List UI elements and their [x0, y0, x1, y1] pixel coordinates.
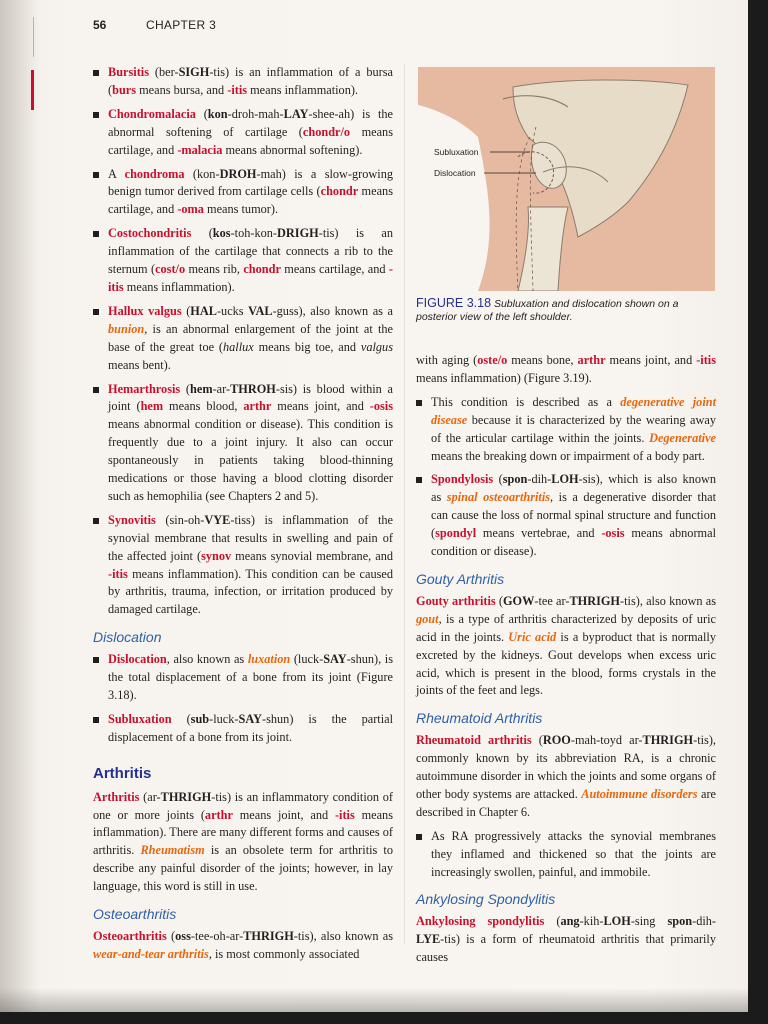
text-run: means abnormal softening).	[222, 142, 363, 157]
text-run: means bent).	[108, 357, 171, 372]
label-subluxation: Subluxation	[434, 147, 479, 157]
term: Subluxation	[108, 711, 172, 726]
text-run: LYE	[416, 932, 441, 947]
text-run: -ucks	[216, 303, 249, 318]
text-run: means inflammation).	[247, 82, 359, 97]
text-run: -toh-kon-	[230, 226, 278, 241]
paragraph-osteo-continued	[416, 352, 716, 388]
text-run: means big toe, and	[253, 339, 361, 354]
paragraph-ankylosing	[416, 913, 716, 967]
term: arthr	[577, 353, 606, 367]
text-run: -droh-mah-	[227, 106, 284, 121]
list-item	[416, 394, 716, 466]
text-run: (sin-oh-	[155, 512, 205, 527]
text-run: -tis), also known as	[620, 593, 716, 608]
text-run: means inflammation) (Figure 3.19).	[416, 370, 592, 385]
text-run: hallux	[222, 339, 254, 354]
text-run: -tis), also known as	[293, 928, 393, 943]
text-run: THRIGH	[243, 928, 294, 943]
page-bottom-shadow	[0, 988, 748, 1012]
keyword: Rheumatism	[140, 843, 205, 858]
keyword: wear-and-tear arthritis	[93, 946, 209, 961]
text-run: (	[493, 472, 503, 487]
text-run: (ber-	[149, 65, 179, 79]
text-run: SAY	[238, 711, 262, 726]
term: Arthritis	[93, 789, 140, 804]
text-run: is a byproduct that is normally excreted by the kidneys. Gout develops when excess uric acid, which is present in the blood, forms crystals in the joints of the feet and legs.	[416, 629, 716, 698]
list-item	[416, 828, 716, 882]
keyword: luxation	[247, 652, 291, 667]
text-run: means blood,	[163, 399, 244, 414]
text-run: means cartilage, and	[108, 124, 393, 157]
term: Ankylosing spondylitis	[416, 914, 545, 929]
text-run: -tis) is an inflammation of the cartilage that connects a rib to the sternum (	[108, 226, 394, 277]
margin-mark	[31, 70, 34, 110]
text-run: LOH	[551, 472, 579, 487]
text-run: -shun) is the partial displacement of a bone from its joint.	[108, 711, 394, 744]
paragraph-osteoarthritis	[93, 928, 393, 964]
osteo-list	[416, 394, 716, 561]
keyword: Uric acid	[508, 629, 557, 644]
list-item	[93, 64, 393, 100]
term: chondr/o	[302, 124, 351, 139]
chapter-label: CHAPTER 3	[146, 18, 217, 32]
list-item	[93, 381, 393, 506]
term: Dislocation	[108, 652, 167, 667]
text-run: -sing	[630, 914, 668, 929]
text-run: means bursa, and	[136, 82, 228, 97]
text-run: -guss), also known as a	[272, 303, 393, 318]
text-run: ang	[560, 914, 580, 929]
text-run: -tis) is an inflammatory condition of one or more joints (	[93, 789, 393, 822]
term-list	[93, 64, 393, 619]
section-heading-arthritis: Arthritis	[93, 764, 152, 782]
text-run: with aging (	[416, 353, 478, 367]
text-run: SAY	[323, 652, 347, 667]
list-item	[93, 651, 393, 705]
text-run: means abnormal condition or disease).	[431, 526, 716, 559]
section-heading-osteoarthritis: Osteoarthritis	[93, 906, 177, 923]
term: Synovitis	[108, 512, 156, 527]
text-run: -sis), which is also known as	[431, 472, 716, 505]
text-run: means inflammation). This condition can be caused by arthritis, trauma, infection, or irritation produced by damaged cartilage.	[108, 566, 393, 617]
text-run: means cartilage, and	[108, 184, 393, 217]
text-run: -ar-	[212, 381, 231, 396]
text-run: means abnormal condition or disease). This condition is frequently due to a joint injury. It also can occur spontaneously in patients taking blood-thinning medications or those having a blood clotting disorder such as hemophilia (see Chapters 2 and 5).	[108, 417, 393, 503]
keyword: degenerative joint disease	[431, 394, 716, 427]
shoulder-illustration	[418, 67, 715, 291]
term: synov	[201, 548, 232, 563]
text-run: hem	[190, 381, 213, 396]
text-run: , is most commonly associated	[208, 946, 360, 961]
term: arthr	[243, 399, 272, 414]
term: Spondylosis	[431, 472, 494, 487]
section-heading-gouty: Gouty Arthritis	[416, 570, 505, 587]
text-run: VYE	[204, 512, 231, 527]
term: Hemarthrosis	[108, 381, 181, 396]
paragraph-arthritis	[93, 789, 393, 896]
section-heading-ankylosing: Ankylosing Spondylitis	[416, 891, 556, 908]
text-run: -dih-	[692, 914, 717, 929]
term: Hallux valgus	[108, 303, 182, 318]
text-run: (	[191, 226, 213, 241]
text-run: -shee-ah) is the abnormal softening of cartilage (	[108, 106, 393, 139]
text-run: means rib,	[185, 262, 244, 277]
text-run: This condition is described as a	[431, 394, 621, 409]
text-run: (ar-	[139, 789, 161, 804]
paragraph-gouty	[416, 593, 716, 700]
text-run: -sis) is blood within a joint (	[108, 381, 394, 414]
text-run: DROH	[219, 166, 257, 181]
text-run: is an obsolete term for arthritis to describe any painful disorder of the joints; however, in lay language, this word is still in use.	[93, 843, 393, 894]
text-run: -kih-	[579, 914, 604, 929]
paragraph-ra	[416, 732, 716, 822]
text-run: , also known as	[166, 652, 248, 667]
keyword: Autoimmune disorders	[581, 786, 698, 801]
text-run: valgus	[360, 339, 393, 354]
text-run: A	[108, 166, 125, 181]
term: -osis	[369, 399, 394, 414]
list-item	[93, 166, 393, 220]
section-heading-ra: Rheumatoid Arthritis	[416, 710, 543, 727]
ra-list	[416, 828, 716, 882]
term: -malacia	[177, 142, 223, 157]
text-run: THRIGH	[160, 789, 212, 804]
text-run: (	[544, 914, 561, 929]
text-run: (	[180, 381, 191, 396]
term: chondr	[320, 184, 359, 199]
binding-shadow	[0, 0, 40, 1012]
text-run: means bone,	[507, 353, 578, 367]
text-run: means tumor).	[203, 202, 279, 217]
text-run: HAL	[190, 303, 217, 318]
text-run: ROO	[542, 733, 571, 748]
text-run: (	[195, 106, 208, 121]
text-run: are described in Chapter 6.	[416, 786, 716, 819]
text-run: -tiss) is inflammation of the synovial membrane that results in swelling and pain of the affected joint (	[108, 512, 393, 563]
term: chondr	[243, 262, 281, 277]
header-rule	[33, 17, 34, 57]
text-run: kos	[212, 226, 231, 241]
figure-caption	[416, 297, 716, 324]
term: arthr	[204, 807, 233, 822]
text-run: because it is characterized by the wearing away of the articular cartilage within the joints.	[431, 412, 716, 445]
text-run: means vertebrae, and	[476, 526, 602, 541]
term: Chondromalacia	[108, 106, 196, 121]
text-run: (	[495, 593, 503, 608]
list-item	[93, 106, 393, 160]
keyword: spinal osteoarthritis	[446, 490, 551, 505]
term: oste/o	[477, 353, 508, 367]
column-divider	[404, 64, 405, 944]
term: Bursitis	[108, 65, 149, 79]
term: -itis	[108, 262, 393, 294]
term: -itis	[696, 353, 716, 367]
list-item	[416, 471, 716, 561]
text-run: DRIGH	[277, 226, 319, 241]
text-run: (kon-	[184, 166, 220, 181]
text-run: LAY	[283, 106, 309, 121]
text-run: -tis), commonly known by its abbreviation RA, is a chronic autoimmune disorder in which the joints and some organs of other body systems are attacked.	[416, 733, 716, 801]
figure-caption-text: Subluxation and dislocation shown on a posterior view of the left shoulder.	[416, 298, 679, 323]
list-item	[93, 512, 393, 619]
text-run: means joint, and	[605, 353, 697, 367]
figure-number: FIGURE 3.18	[416, 296, 492, 310]
text-run: VAL	[248, 303, 273, 318]
text-run: LOH	[603, 914, 631, 929]
text-run: , is a degenerative disorder that can cause the loss of normal spinal structure and function (	[431, 490, 716, 541]
term: -itis	[334, 807, 355, 822]
term: Costochondritis	[108, 226, 192, 241]
text-run: means joint, and	[232, 807, 335, 822]
keyword: Degenerative	[649, 430, 716, 445]
text-run: -mah) is a slow-growing benign tumor derived from cartilage cells (	[108, 166, 393, 199]
text-run: oss	[175, 928, 191, 943]
text-run: (luck-	[290, 652, 324, 667]
text-run: -luck-	[209, 711, 239, 726]
keyword: bunion	[108, 321, 145, 336]
list-item	[93, 303, 393, 375]
text-run: (	[171, 711, 191, 726]
text-run: , is an abnormal enlargement of the joint at the base of the great toe (	[108, 321, 393, 354]
text-run: means cartilage, and	[280, 262, 389, 277]
term: Rheumatoid arthritis	[416, 733, 532, 748]
text-run: means joint, and	[271, 399, 370, 414]
dislocation-list	[93, 651, 393, 747]
label-dislocation: Dislocation	[434, 168, 476, 178]
text-run: -tis) is a form of rheumatoid arthritis that primarily causes	[416, 932, 716, 965]
text-run: , is a type of arthritis characterized by deposits of uric acid in the joints.	[416, 611, 716, 644]
text-run: (	[531, 733, 543, 748]
term: -itis	[227, 82, 248, 97]
section-heading-dislocation: Dislocation	[93, 629, 162, 646]
text-run: spon	[502, 472, 528, 487]
text-run: (	[166, 928, 176, 943]
term: -osis	[601, 526, 625, 541]
term: hem	[140, 399, 164, 414]
text-run: -tee ar-	[534, 593, 570, 608]
term: spondyl	[435, 526, 477, 541]
term: -oma	[177, 202, 204, 217]
text-run: THRIGH	[569, 593, 621, 608]
term: Gouty arthritis	[416, 593, 496, 608]
text-run: -tee-oh-ar-	[190, 928, 244, 943]
text-run: spon	[667, 914, 693, 929]
text-run: GOW	[502, 593, 535, 608]
text-run: (	[181, 303, 191, 318]
text-run: SIGH	[178, 65, 210, 79]
text-run: -mah-toyd ar-	[570, 733, 643, 748]
list-item	[93, 711, 393, 747]
text-run: THROH	[230, 381, 276, 396]
text-run: means synovial membrane, and	[231, 548, 393, 563]
text-run: sub	[190, 711, 210, 726]
text-run: kon	[207, 106, 228, 121]
term: cost/o	[155, 262, 186, 277]
text-run: -tis) is an inflammation of a bursa (	[108, 65, 393, 97]
left-column	[93, 64, 393, 964]
text-run: means the breaking down or impairment of a body part.	[431, 448, 705, 463]
figure-shoulder	[418, 67, 715, 291]
term: Osteoarthritis	[93, 928, 167, 943]
page-number: 56	[93, 18, 107, 32]
list-item	[93, 225, 393, 297]
text-run: means inflammation). There are many different forms and causes of arthritis.	[93, 807, 393, 858]
text-run: -shun), is the total displacement of a bone from its joint (Figure 3.18).	[108, 652, 394, 702]
text-run: means inflammation).	[123, 279, 235, 294]
keyword: gout	[416, 611, 439, 626]
term: burs	[112, 82, 137, 97]
term: -itis	[108, 566, 128, 581]
right-column	[416, 352, 716, 967]
text-run: THRIGH	[642, 733, 694, 748]
term: chondroma	[124, 166, 185, 181]
text-run: As RA progressively attacks the synovial membranes they inflamed and thickened so that the joints are increasingly swollen, painful, and immobile.	[431, 828, 716, 879]
text-run: -dih-	[527, 472, 552, 487]
